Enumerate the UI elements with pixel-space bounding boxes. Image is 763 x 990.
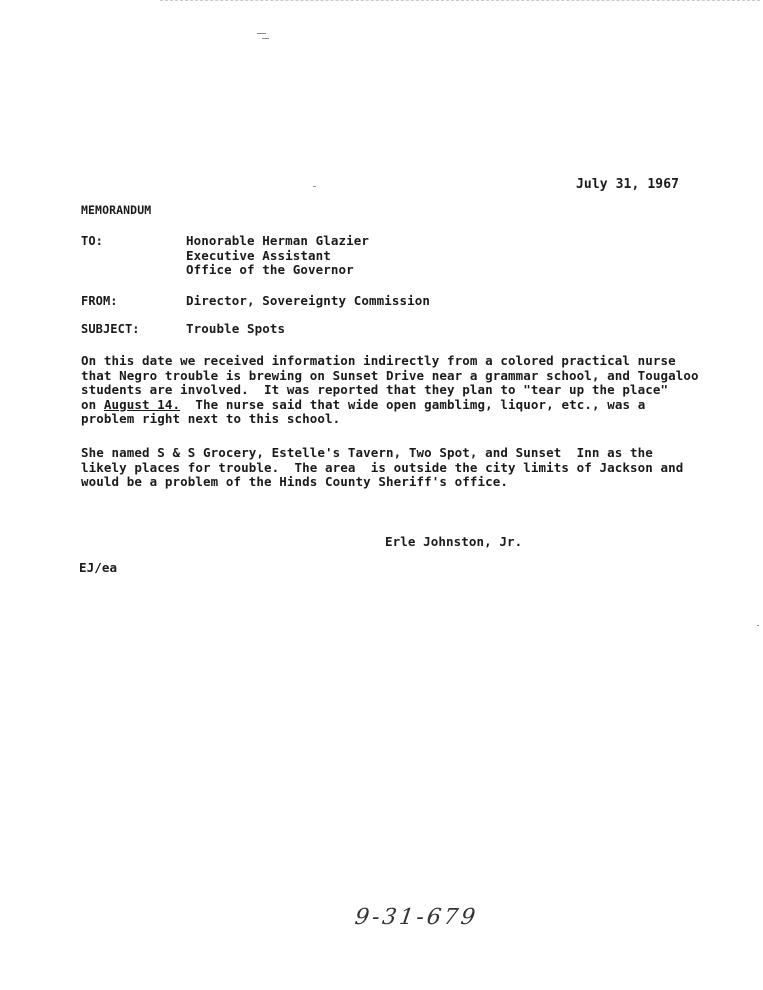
paragraph-line: would be a problem of the Hinds County Sheriff's office. <box>81 474 509 489</box>
scan-speck <box>262 38 269 39</box>
typist-initials: EJ/ea <box>79 560 118 575</box>
paragraph-line: likely places for trouble. The area is outside the city limits of Jackson and <box>81 459 684 475</box>
handwritten-file-number: 9-31-679 <box>353 905 480 930</box>
paragraph-line <box>81 398 699 413</box>
addressee-name: Honorable Herman Glazier <box>186 233 370 248</box>
line-prefix: on <box>81 396 104 412</box>
from-label: FROM: <box>81 294 118 308</box>
subject-label: SUBJECT: <box>81 322 140 336</box>
scan-speck <box>757 625 759 626</box>
scan-speck <box>313 186 316 187</box>
signature-name: Erle Johnston, Jr. <box>385 534 523 549</box>
body-paragraph-1 <box>81 354 699 427</box>
paragraph-line: On this date we received information indirectly from a colored practical nurse <box>81 353 676 368</box>
subject-value: Trouble Spots <box>186 321 286 336</box>
addressee-office: Office of the Governor <box>186 262 354 277</box>
paragraph-line: that Negro trouble is brewing on Sunset Drive near a grammar school, and Tougaloo <box>81 367 699 383</box>
from-value: Director, Sovereignty Commission <box>186 293 431 308</box>
underlined-date: August 14. <box>103 396 181 412</box>
top-edge-dashes <box>160 0 760 5</box>
paragraph-line: She named S & S Grocery, Estelle's Tavern, Two Spot, and Sunset Inn as the <box>81 445 653 460</box>
line-suffix: The nurse said that wide open gamblimg, liquor, etc., was a <box>180 396 646 412</box>
paragraph-line: students are involved. It was reported that they plan to "tear up the place" <box>81 382 669 397</box>
paragraph-line: problem right next to this school. <box>81 411 341 426</box>
memo-date: July 31, 1967 <box>576 177 680 192</box>
addressee-title: Executive Assistant <box>186 247 331 263</box>
memo-heading: MEMORANDUM <box>81 203 152 217</box>
to-label: TO: <box>81 234 103 248</box>
scan-speck <box>257 33 266 34</box>
addressee-block <box>186 234 369 278</box>
body-paragraph-2 <box>81 446 683 490</box>
